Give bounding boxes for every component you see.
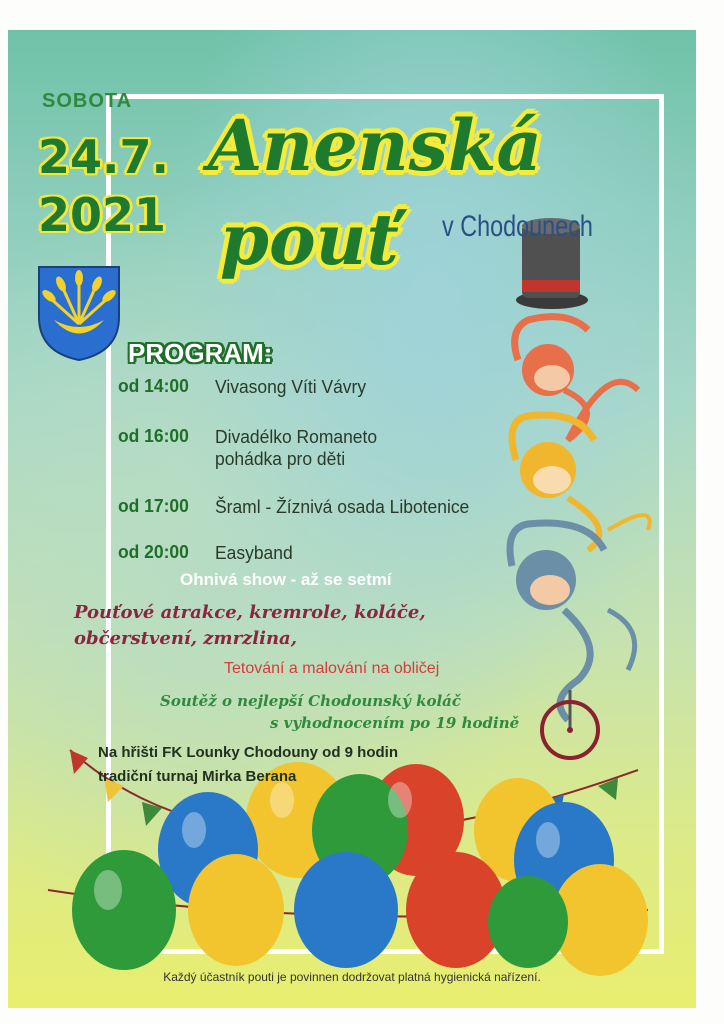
poster	[8, 30, 696, 1008]
program-performer: Šraml - Žíznivá osada Libotenice	[215, 497, 470, 517]
date-year: 2021	[38, 188, 167, 242]
program-heading: PROGRAM:	[128, 338, 273, 368]
date-day-month: 24.7.	[38, 130, 169, 184]
program-performer: Easyband	[215, 543, 293, 563]
attractions-line1: Pouťové atrakce, kremrole, koláče,	[74, 602, 426, 623]
program-item	[118, 376, 366, 398]
program-performer	[215, 426, 377, 470]
village-crest-icon	[34, 262, 124, 362]
fire-show-text: Ohnivá show - až se setmí	[180, 570, 392, 589]
program-time: od 16:00	[118, 426, 189, 446]
program-item	[118, 542, 293, 564]
monkey-bottom-icon	[510, 523, 635, 720]
attractions-line2: občerstvení, zmrzlina,	[74, 628, 297, 649]
program-performer-line: pohádka pro děti	[215, 449, 346, 469]
football-line1: Na hřišti FK Lounky Chodouny od 9 hodin	[98, 744, 398, 761]
program-time: od 20:00	[118, 542, 189, 562]
day-label: SOBOTA	[42, 90, 133, 112]
footer-note: Každý účastník pouti je povinnen dodržovat platná hygienická nařízení.	[163, 970, 541, 984]
location-label: v Chodounech	[442, 210, 593, 243]
contest-line2: s vyhodnocením po 19 hodině	[270, 714, 520, 732]
contest-line1: Soutěž o nejlepší Chodounský koláč	[160, 692, 462, 710]
unicycle-icon	[542, 690, 598, 758]
program-performer: Vivasong Víti Vávry	[215, 377, 367, 397]
title-line2: pouť	[220, 198, 399, 281]
program-time: od 14:00	[118, 376, 189, 396]
program-performer-line: Divadélko Romaneto	[215, 427, 378, 447]
program-time: od 17:00	[118, 496, 189, 516]
program-item	[118, 496, 469, 518]
tattoo-text: Tetování a malování na obličej	[224, 660, 440, 677]
program-item	[118, 426, 377, 470]
football-line2: tradiční turnaj Mirka Berana	[98, 768, 297, 785]
balloons-icon	[72, 762, 648, 976]
title-line1: Anenská	[208, 104, 542, 187]
